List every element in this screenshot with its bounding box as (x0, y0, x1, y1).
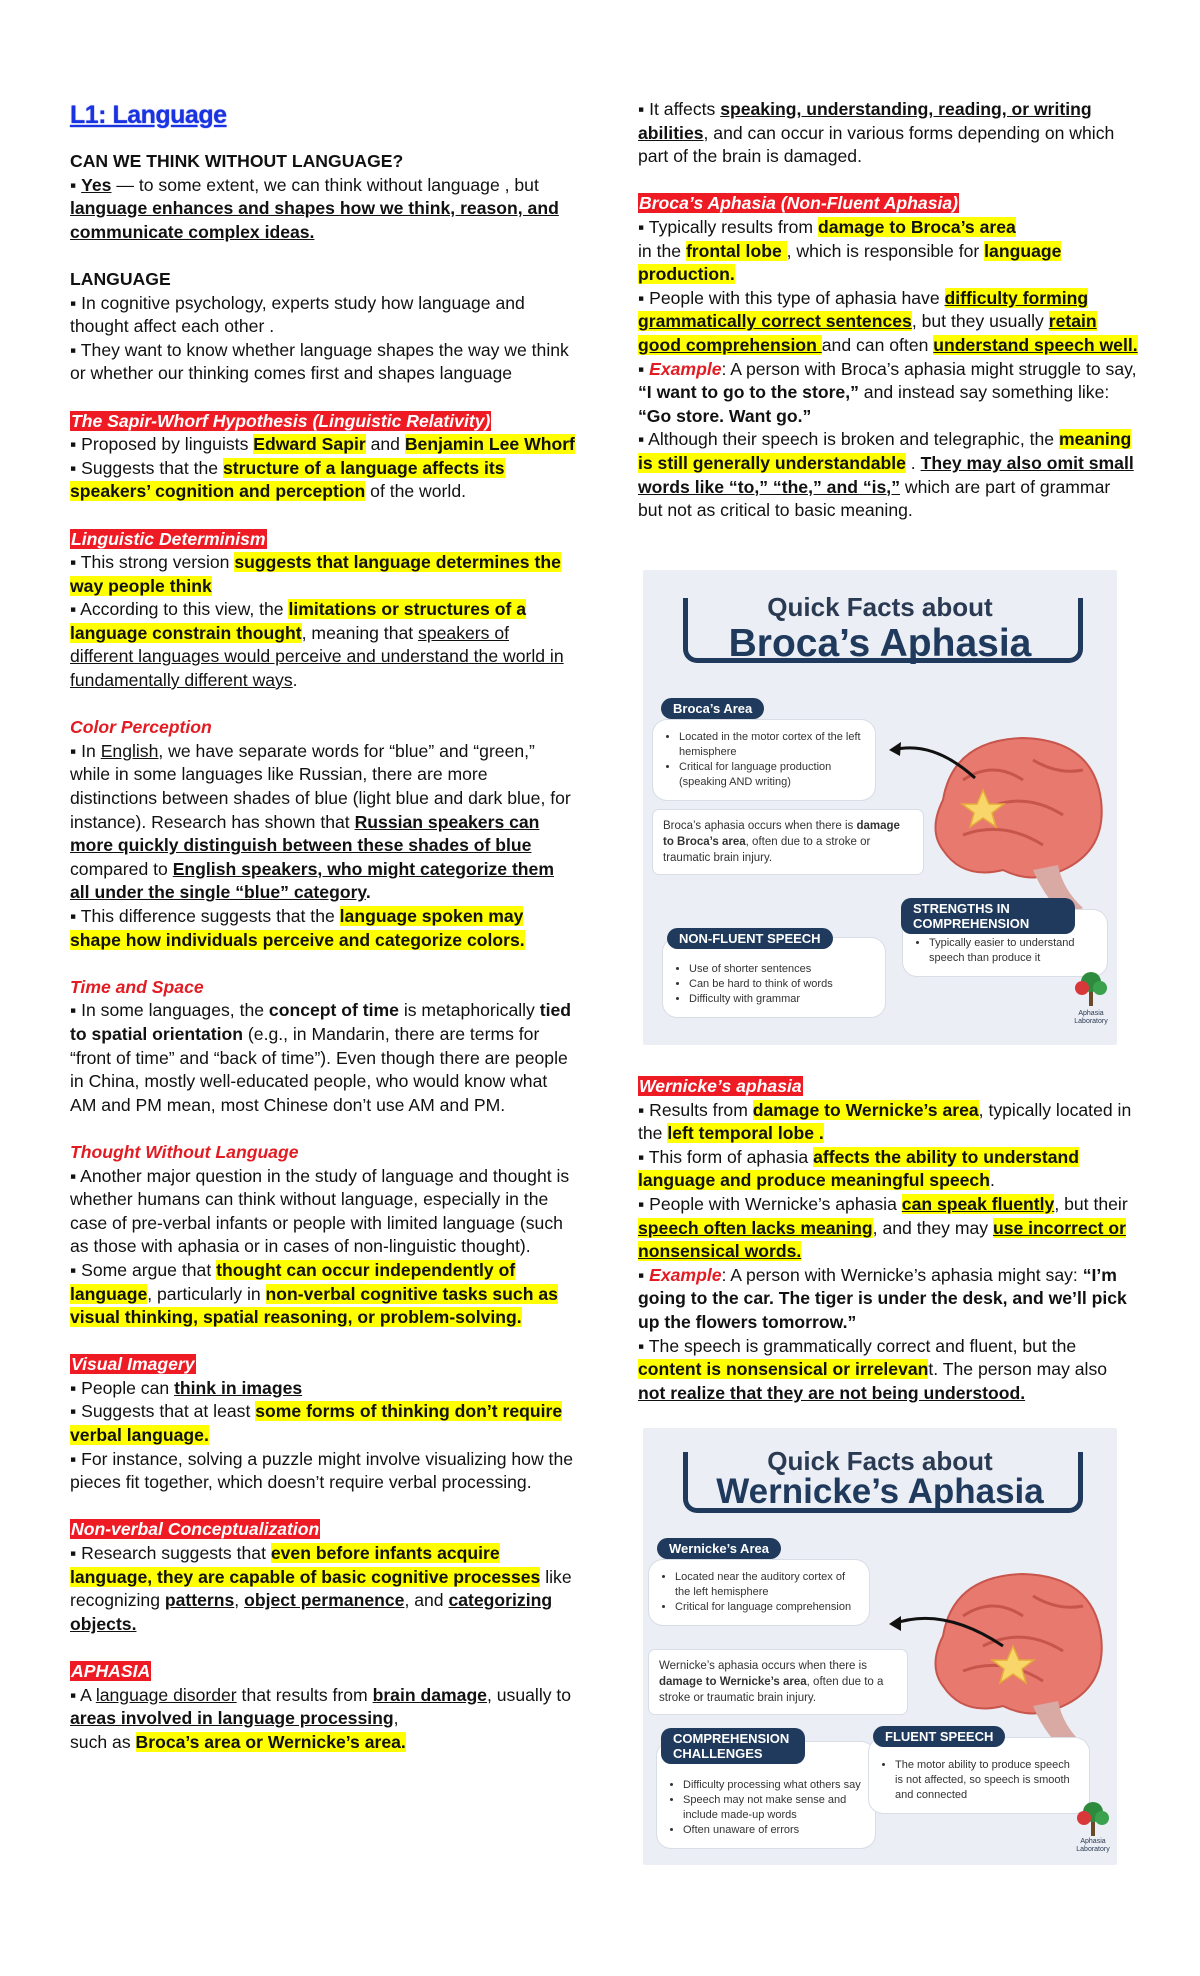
language-bullet-1: ▪ In cognitive psychology, experts study how language and thought affect each other . (70, 292, 525, 337)
brain-shape (936, 1574, 1102, 1714)
wernicke-bullet-4: ▪ Example: A person with Wernicke’s aphasia might say: “I’m going to the car. The tiger is under the desk, and we’ll pick up the flowers tomorrow.” (638, 1264, 1127, 1332)
logo-label: Aphasia Laboratory (1076, 1838, 1110, 1853)
comprehension-item-1: • Difficulty processing what others say (683, 1778, 863, 1793)
language-bullet-2: ▪ They want to know whether language shapes the way we think or whether our thinking comes first and shapes language (70, 339, 569, 384)
broca-bullet-4: ▪ Although their speech is broken and telegraphic, the meaning is still generally understandable . They may also omit small words like “to,” “the,” and “is,” which are part of grammar but not as critical to basic meaning. (638, 429, 1134, 521)
wernicke-bullet-3: ▪ People with Wernicke’s aphasia can speak fluently, but their speech often lacks meaning, and they may use incorrect or nonsensical words. (638, 1193, 1128, 1262)
wernicke-area-item-2: • Critical for language comprehension (675, 1600, 857, 1615)
nonfluent-item-1: • Use of shorter sentences (689, 962, 873, 977)
infographic-title-1: Quick Facts about (767, 592, 993, 622)
time-bullet-1: ▪ In some languages, the concept of time is metaphorically tied to spatial orientation (e.g., in Mandarin, there are terms for “front of time” and “back of time”). Even though there are people in China, mostly well-educated people, who would know what AM and PM mean, most Chinese don’t use AM and PM. (70, 1000, 572, 1115)
comprehension-item-2: • Speech may not make sense and include made-up words (683, 1793, 863, 1823)
nonfluent-item-3: • Difficulty with grammar (689, 992, 873, 1007)
strengths-pill: STRENGTHS IN COMPREHENSION (901, 898, 1075, 934)
broca-note: Broca’s aphasia occurs when there is damage to Broca’s area, often due to a stroke or traumatic brain injury. (653, 810, 923, 874)
determinism-bullet-1: ▪ This strong version suggests that language determines the way people think (70, 552, 561, 596)
think-heading: CAN WE THINK WITHOUT LANGUAGE? (70, 151, 404, 171)
right-column-top (638, 98, 1138, 523)
thought-label: Thought Without Language (70, 1141, 299, 1162)
nonfluent-item-2: • Can be hard to think of words (689, 977, 873, 992)
wernicke-infographic (643, 1428, 1117, 1865)
infographic-title-1: Quick Facts about (767, 1446, 993, 1476)
arrow-head-icon (889, 1616, 901, 1631)
thought-bullet-2: ▪ Some argue that thought can occur independently of language, particularly in non-verbal cognitive tasks such as visual thinking, spatial reasoning, or problem-solving. (70, 1259, 558, 1328)
logo-label: Aphasia Laboratory (1074, 1010, 1108, 1025)
broca-bullet-3: ▪ Example: A person with Broca’s aphasia might struggle to say, “I want to go to the store,” and instead say something like: “Go store. Want go.” (638, 358, 1137, 426)
wernicke-note: Wernicke’s aphasia occurs when there is damage to Wernicke’s area, often due to a stroke or traumatic brain injury. (649, 1650, 907, 1714)
visual-section (70, 1353, 575, 1377)
nonverbal-label: Non-verbal Conceptualization (71, 1519, 320, 1540)
nonverbal-bullet-1: ▪ Research suggests that even before infants acquire language, they are capable of basic cognitive processes like recognizing patterns, object permanence, and categorizing objects. (70, 1543, 572, 1634)
wernicke-section (638, 1075, 1138, 1099)
broca-area-card (653, 720, 875, 800)
sapir-section (70, 410, 575, 434)
wernicke-area-item-1: • Located near the auditory cortex of the left hemisphere (675, 1570, 857, 1600)
determinism-label: Linguistic Determinism (71, 528, 266, 549)
aphasia-section (70, 1660, 575, 1684)
broca-area-pill: Broca’s Area (661, 698, 764, 719)
aphasia-bullet-1: ▪ A language disorder that results from brain damage, usually to areas involved in language processing, (70, 1684, 572, 1729)
think-paragraph: ▪ Yes — to some extent, we can think without language , but language enhances and shapes how we think, reason, and communicate complex ideas. (70, 174, 559, 242)
infographic-title-2: Broca’s Aphasia (728, 622, 1032, 665)
determinism-bullet-2: ▪ According to this view, the limitations or structures of a language constrain thought, meaning that speakers of different languages would perceive and understand the world in fundamentally different ways. (70, 599, 564, 691)
sapir-label: The Sapir-Whorf Hypothesis (Linguistic Relativity) (71, 410, 491, 431)
visual-label: Visual Imagery (71, 1354, 195, 1375)
broca-area-item-2: • Critical for language production (speaking AND writing) (679, 760, 863, 790)
time-label: Time and Space (70, 976, 204, 997)
color-bullet-1: ▪ In English, we have separate words for “blue” and “green,” while in some languages like Russian, there are more distinctions between shades of blue (light blue and dark blue, for instance). Research has shown that Russian speakers can more quickly distinguish between these shades of blue compared to English speakers, who might categorize them all under the single “blue” category. (70, 740, 571, 903)
color-bullet-2: ▪ This difference suggests that the language spoken may shape how individuals perceive and categorize colors. (70, 906, 525, 950)
fluent-pill: FLUENT SPEECH (873, 1726, 1005, 1747)
wernicke-area-pill: Wernicke’s Area (657, 1538, 781, 1559)
brain-shape (936, 738, 1102, 878)
broca-bullet-2: ▪ People with this type of aphasia have difficulty forming grammatically correct sentences, but they usually retain good comprehension and can often understand speech well. (638, 287, 1138, 355)
infographic-title-2: Wernicke’s Aphasia (716, 1472, 1044, 1511)
wernicke-area-card (649, 1560, 869, 1625)
fluent-card (869, 1738, 1089, 1813)
broca-bullet-1: ▪ Typically results from damage to Broca’s area (638, 216, 1016, 237)
nonverbal-section (70, 1518, 575, 1542)
determinism-section (70, 528, 575, 552)
comprehension-pill: COMPREHENSION CHALLENGES (661, 1728, 805, 1764)
wernicke-bullet-1: ▪ Results from damage to Wernicke’s area, typically located in the left temporal lobe . (638, 1099, 1132, 1144)
aphasia-intro: ▪ It affects speaking, understanding, reading, or writing abilities, and can occur in various forms depending on which part of the brain is damaged. (638, 99, 1115, 167)
aphasia-bullet-1-cont: such as Broca’s area or Wernicke’s area. (70, 1731, 406, 1752)
wernicke-label: Wernicke’s aphasia (639, 1076, 802, 1096)
left-column (70, 100, 575, 1754)
nonfluent-card (663, 938, 885, 1017)
right-column-middle (638, 1075, 1138, 1405)
broca-section (638, 192, 1138, 216)
visual-bullet-3: ▪ For instance, solving a puzzle might involve visualizing how the pieces fit together, which doesn’t require verbal processing. (70, 1448, 574, 1493)
sapir-bullet-1: ▪ Proposed by linguists Edward Sapir and Benjamin Lee Whorf (70, 434, 575, 455)
broca-label: Broca’s Aphasia (Non-Fluent Aphasia) (639, 193, 959, 214)
visual-bullet-2: ▪ Suggests that at least some forms of thinking don’t require verbal language. (70, 1401, 563, 1446)
language-heading: LANGUAGE (70, 268, 171, 289)
document-title: L1: Language (70, 101, 227, 129)
comprehension-item-3: • Often unaware of errors (683, 1823, 863, 1838)
tree-logo-icon (1071, 968, 1111, 1008)
fluent-item-1: • The motor ability to produce speech is not affected, so speech is smooth and connected (895, 1758, 1077, 1803)
wernicke-bullet-2: ▪ This form of aphasia affects the ability to understand language and produce meaningful speech. (638, 1146, 1079, 1191)
strengths-item-1: • Typically easier to understand speech than produce it (929, 936, 1095, 966)
nonfluent-pill: NON-FLUENT SPEECH (667, 928, 833, 949)
sapir-bullet-2: ▪ Suggests that the structure of a language affects its speakers’ cognition and perception of the world. (70, 457, 505, 502)
wernicke-bullet-5: ▪ The speech is grammatically correct and fluent, but the content is nonsensical or irrelevant. The person may also not realize that they are not being understood. (638, 1335, 1108, 1403)
broca-bullet-1-cont: in the frontal lobe , which is responsible for language production. (638, 240, 1062, 285)
visual-bullet-1: ▪ People can think in images (70, 1377, 303, 1398)
tree-logo-icon (1073, 1798, 1113, 1838)
broca-area-item-1: • Located in the motor cortex of the left hemisphere (679, 730, 863, 760)
color-label: Color Perception (70, 717, 212, 738)
broca-infographic (643, 570, 1117, 1045)
thought-bullet-1: ▪ Another major question in the study of language and thought is whether humans can think without language, especially in the case of pre-verbal infants or people with limited language (such as those with aphasia or in cases of non-linguistic thought). (70, 1165, 570, 1257)
arrow-head-icon (889, 742, 901, 756)
aphasia-label: APHASIA (71, 1661, 151, 1681)
